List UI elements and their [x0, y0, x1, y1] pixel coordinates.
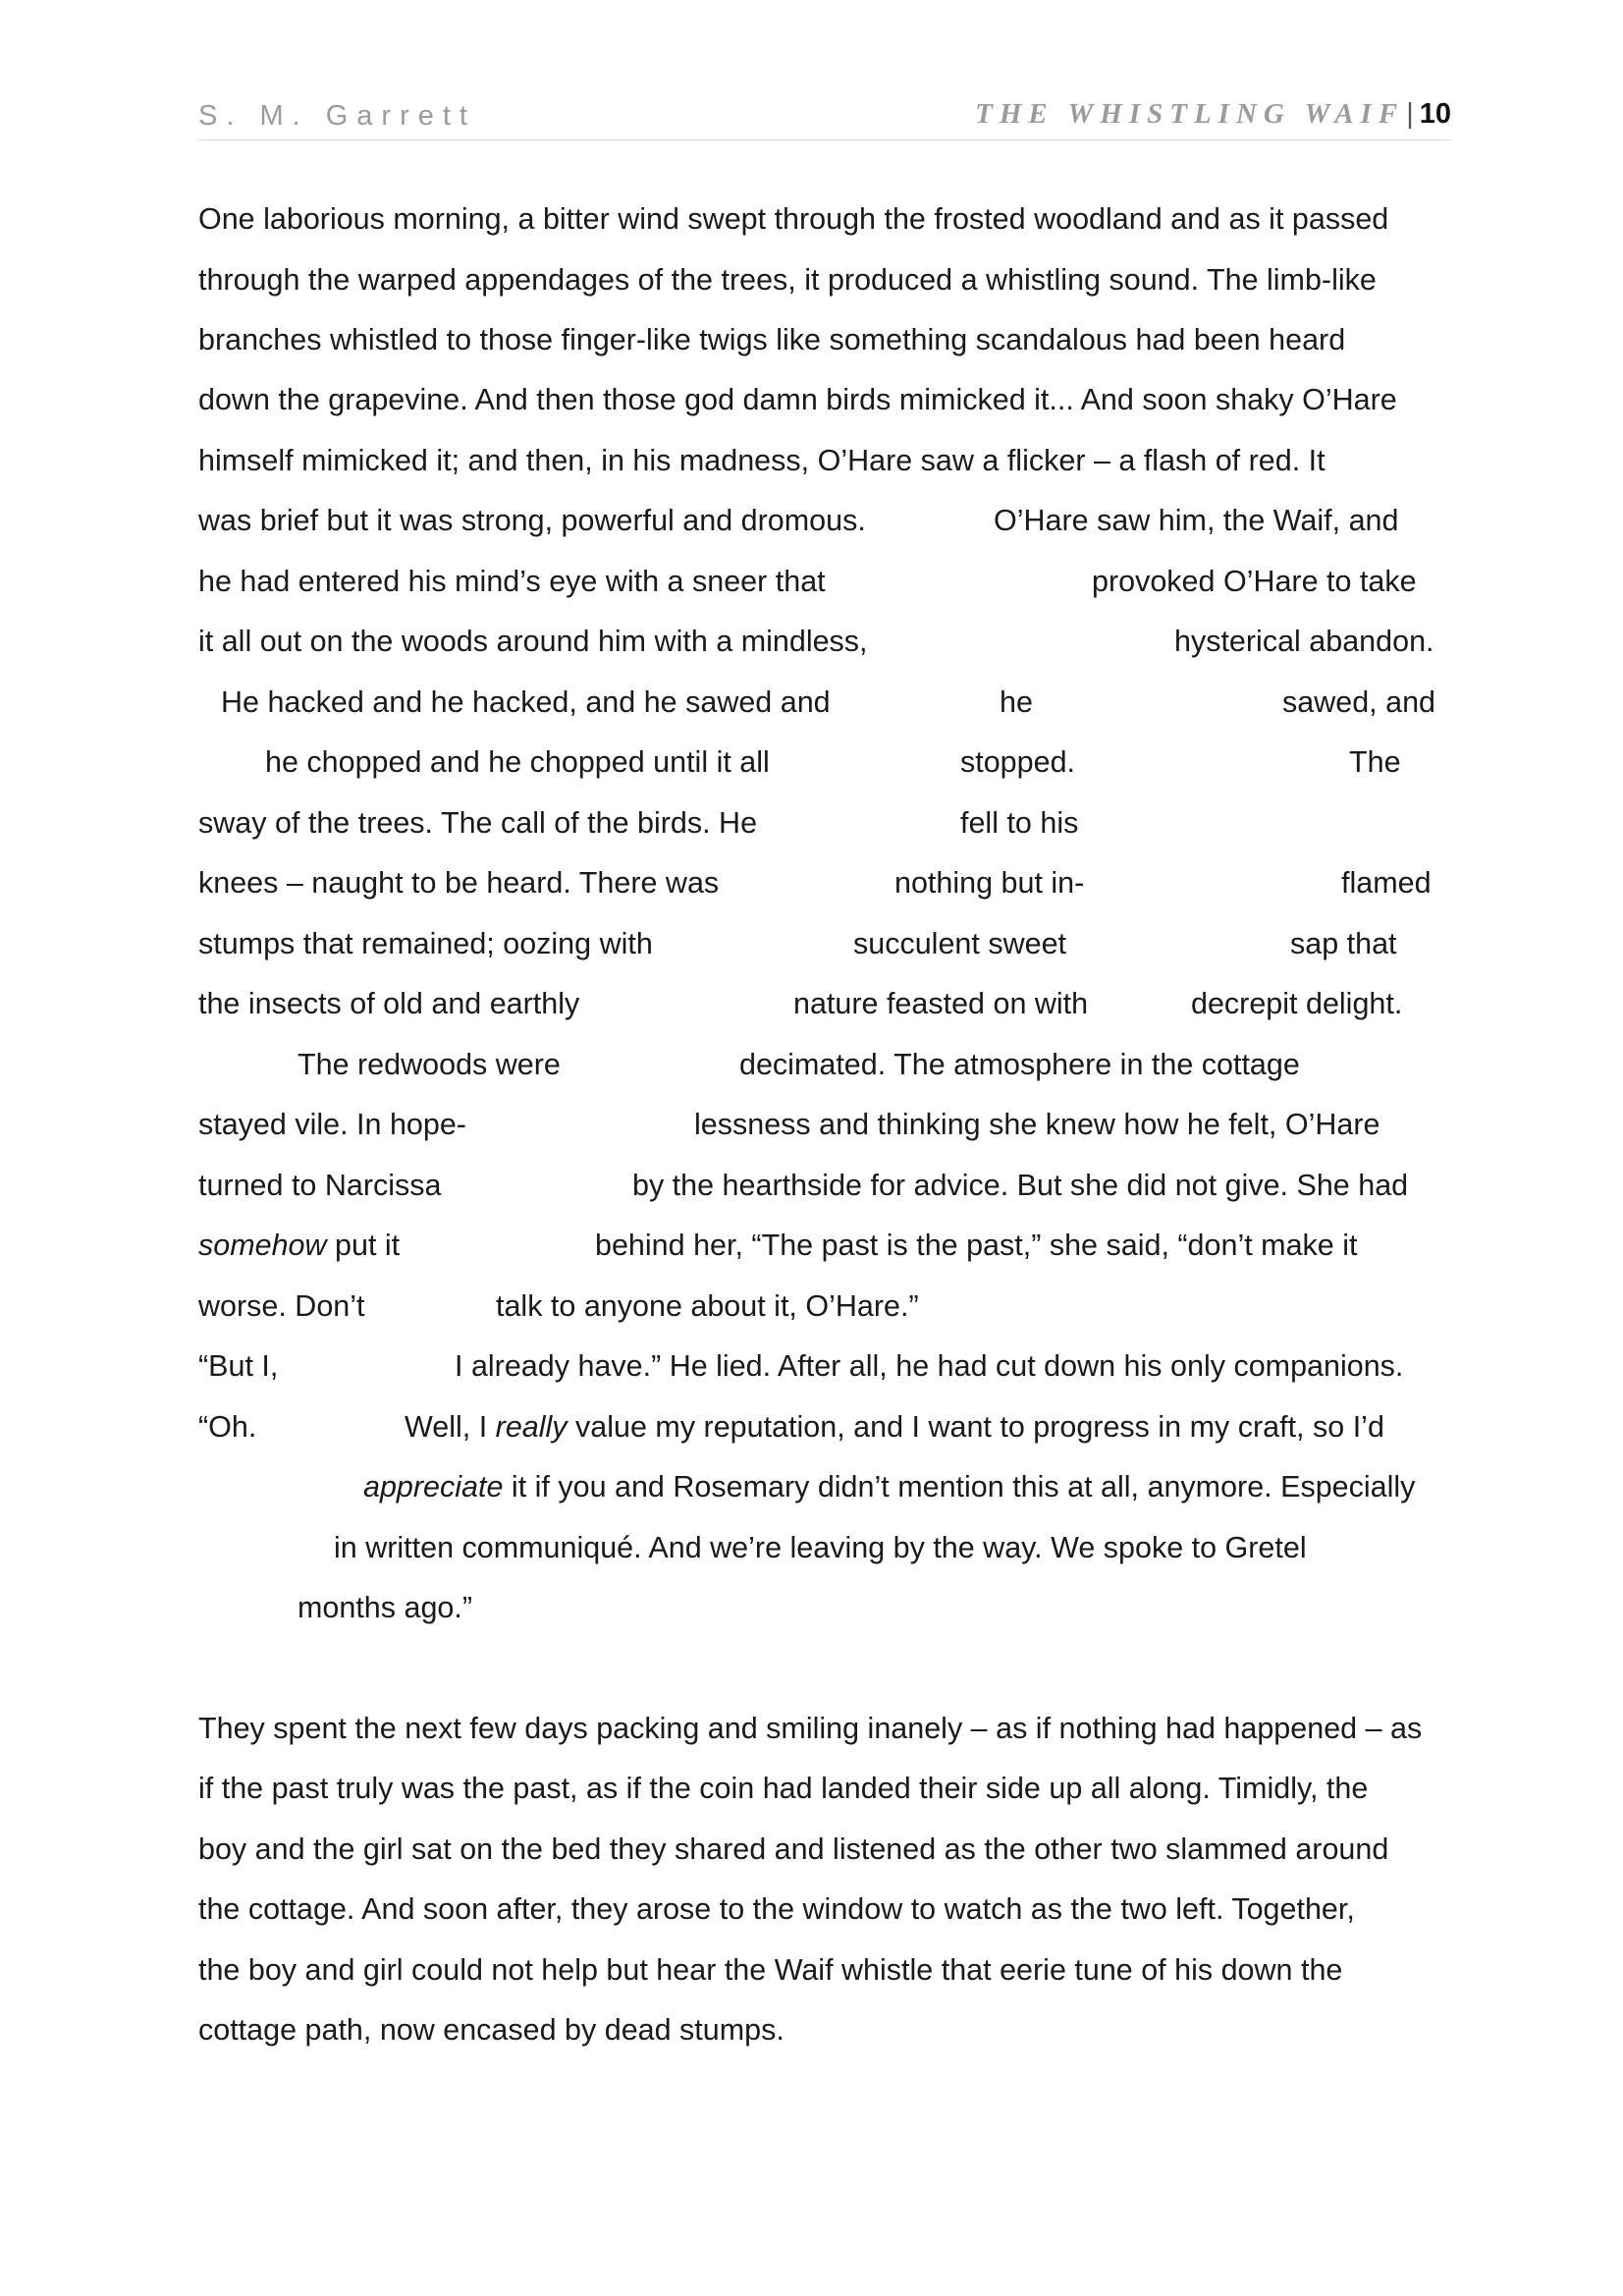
italic-text-run: really [495, 1410, 568, 1444]
text-line-segment: hysterical abandon. [1174, 625, 1434, 658]
text-line-segment: the cottage. And soon after, they arose to the window to watch as the two left. Together, [198, 1892, 1355, 1926]
text-line-segment: nothing but in- [894, 866, 1085, 900]
text-line-segment: down the grapevine. And then those god damn birds mimicked it... And soon shaky O’Hare [198, 383, 1397, 416]
text-line-segment: decrepit delight. [1191, 987, 1403, 1020]
text-line-segment: stopped. [960, 745, 1076, 779]
text-line-segment: the insects of old and earthly [198, 987, 580, 1020]
header-separator: | [1406, 98, 1414, 130]
italic-text-run: somehow [198, 1229, 327, 1262]
text-line-segment: if the past truly was the past, as if the coin had landed their side up all along. Timidly, the [198, 1772, 1369, 1805]
text-line-segment: by the hearthside for advice. But she did not give. She had [632, 1169, 1409, 1202]
text-run: it if you and Rosemary didn’t mention this at all, anymore. Especially [503, 1470, 1416, 1503]
text-line-segment: I already have.” He lied. After all, he had cut down his only companions. [455, 1349, 1404, 1383]
text-line-segment: sap that [1290, 927, 1397, 960]
text-line-segment: turned to Narcissa [198, 1169, 442, 1202]
text-run: “Oh. [198, 1410, 257, 1444]
text-line [363, 1469, 1415, 1504]
text-line [595, 1228, 1357, 1263]
text-line-segment: he chopped and he chopped until it all [265, 745, 770, 779]
book-title: THE WHISTLING WAIF [975, 98, 1405, 130]
text-line-segment: fell to his [960, 806, 1079, 840]
text-line [198, 1409, 256, 1445]
text-line-segment: branches whistled to those finger-like twigs like something scandalous had been heard [198, 323, 1346, 356]
text-line-segment: cottage path, now encased by dead stumps. [198, 2013, 784, 2047]
text-line-segment: he had entered his mind’s eye with a sneer that [198, 565, 826, 598]
italic-text-run: appreciate [363, 1470, 504, 1503]
text-line-segment: They spent the next few days packing and smiling inanely – as if nothing had happened – as [198, 1712, 1423, 1745]
text-line-segment: talk to anyone about it, O’Hare.” [496, 1289, 919, 1323]
text-line [405, 1409, 1384, 1445]
text-run: behind her, “The past is the past,” she said, “don’t make it [595, 1229, 1358, 1262]
text-line-segment: the boy and girl could not help but hear the Waif whistle that eerie tune of his down the [198, 1953, 1343, 1987]
text-line-segment: succulent sweet [853, 927, 1066, 960]
text-line-segment: sway of the trees. The call of the birds. He [198, 806, 758, 840]
text-line-segment: He hacked and he hacked, and he sawed and [221, 685, 831, 719]
text-line-segment: was brief but it was strong, powerful and dromous. [198, 504, 866, 537]
text-line-segment: decimated. The atmosphere in the cottage [739, 1048, 1300, 1081]
author-name: S. M. Garrett [198, 100, 476, 132]
text-line-segment: stayed vile. In hope- [198, 1108, 466, 1141]
text-run: Well, I [405, 1410, 496, 1444]
page-number: 10 [1419, 98, 1451, 130]
text-line-segment: through the warped appendages of the trees, it produced a whistling sound. The limb-like [198, 263, 1377, 297]
header-title-group [975, 98, 1451, 131]
text-line-segment: months ago.” [298, 1591, 473, 1624]
text-line-segment: worse. Don’t [198, 1289, 365, 1323]
text-line-segment: in written communiqué. And we’re leaving by the way. We spoke to Gretel [334, 1531, 1307, 1564]
text-line-segment: sawed, and [1282, 685, 1435, 719]
text-line-segment: The [1349, 745, 1401, 779]
text-line-segment: provoked O’Hare to take [1092, 565, 1417, 598]
text-line-segment: “But I, [198, 1349, 279, 1383]
text-line-segment: flamed [1341, 866, 1432, 900]
text-line-segment: it all out on the woods around him with a mindless, [198, 625, 868, 658]
text-line-segment: boy and the girl sat on the bed they shared and listened as the other two slammed around [198, 1832, 1389, 1866]
text-line-segment: he [1000, 685, 1033, 719]
text-line-segment: One laborious morning, a bitter wind swept through the frosted woodland and as it passed [198, 202, 1389, 236]
text-line-segment: The redwoods were [298, 1048, 561, 1081]
text-run: value my reputation, and I want to progress in my craft, so I’d [567, 1410, 1384, 1444]
text-line-segment: stumps that remained; oozing with [198, 927, 653, 960]
text-line-segment: himself mimicked it; and then, in his madness, O’Hare saw a flicker – a flash of red. It [198, 444, 1325, 477]
text-line-segment: nature feasted on with [793, 987, 1089, 1020]
text-line-segment: knees – naught to be heard. There was [198, 866, 720, 900]
text-line-segment: O’Hare saw him, the Waif, and [994, 504, 1399, 537]
text-line [198, 1228, 400, 1263]
text-line-segment: lessness and thinking she knew how he felt, O’Hare [694, 1108, 1380, 1141]
text-run: put it [326, 1229, 401, 1262]
page-header [198, 98, 1451, 140]
